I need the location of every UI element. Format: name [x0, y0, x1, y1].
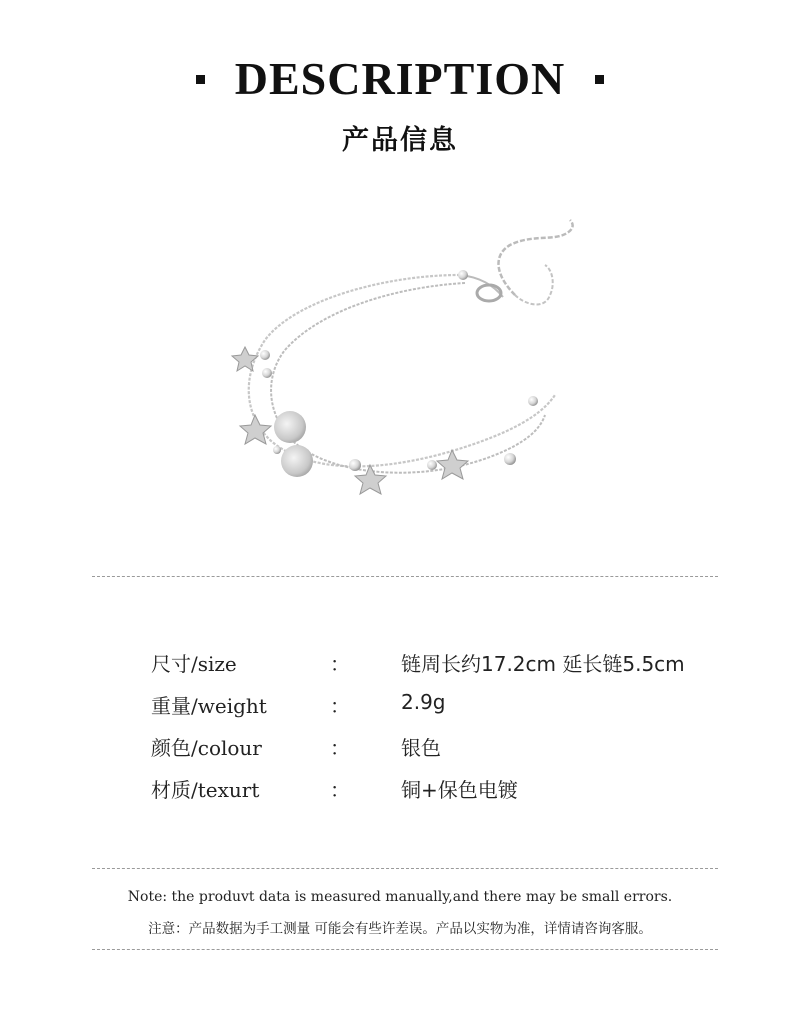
spec-value: 链周长约17.2cm 延长链5.5cm: [401, 652, 685, 676]
frosted-bead: [281, 445, 313, 477]
star-charm: [240, 415, 271, 444]
spec-value: 铜+保色电镀: [401, 778, 518, 802]
title-text: DESCRIPTION: [234, 53, 566, 104]
divider-middle: [92, 868, 718, 869]
spec-label: 尺寸/size: [151, 652, 237, 676]
page-subtitle: 产品信息: [342, 125, 458, 156]
star-charm: [437, 450, 468, 479]
spec-row-material: [0, 774, 800, 806]
spec-colon: ：: [330, 652, 350, 676]
divider-bottom: [92, 949, 718, 950]
spec-row-size: [0, 648, 800, 680]
small-bead: [528, 396, 538, 406]
bracelet-product-image: [225, 215, 585, 515]
spec-colon: ：: [330, 736, 350, 760]
small-bead: [273, 446, 281, 454]
note-english: Note: the produvt data is measured manually,and there may be small errors.: [127, 889, 673, 905]
page-title: [0, 52, 800, 105]
small-bead: [260, 350, 270, 360]
spec-row-weight: [0, 690, 800, 722]
spec-row-colour: [0, 732, 800, 764]
small-bead: [504, 453, 516, 465]
end-bead: [458, 270, 468, 280]
small-bead: [262, 368, 272, 378]
spec-label: 材质/texurt: [151, 778, 260, 802]
small-bead: [349, 459, 361, 471]
spec-label: 颜色/colour: [151, 736, 262, 760]
spec-value: 银色: [401, 736, 441, 760]
spec-colon: ：: [330, 778, 350, 802]
spec-colon: ：: [330, 694, 350, 718]
extension-chain: [499, 220, 573, 295]
lobster-clasp: [477, 285, 501, 301]
chain-inner: [271, 283, 545, 473]
small-bead: [427, 460, 437, 470]
divider-top: [92, 576, 718, 577]
extension-chain-2: [515, 265, 553, 304]
bullet-right-icon: [595, 75, 604, 84]
frosted-bead: [274, 411, 306, 443]
spec-label: 重量/weight: [151, 694, 267, 718]
bullet-left-icon: [196, 75, 205, 84]
note-chinese: 注意：产品数据为手工测量 可能会有些许差误。产品以实物为准，详情请咨询客服。: [148, 921, 652, 937]
star-charm: [232, 347, 258, 371]
spec-value: 2.9g: [401, 690, 446, 714]
